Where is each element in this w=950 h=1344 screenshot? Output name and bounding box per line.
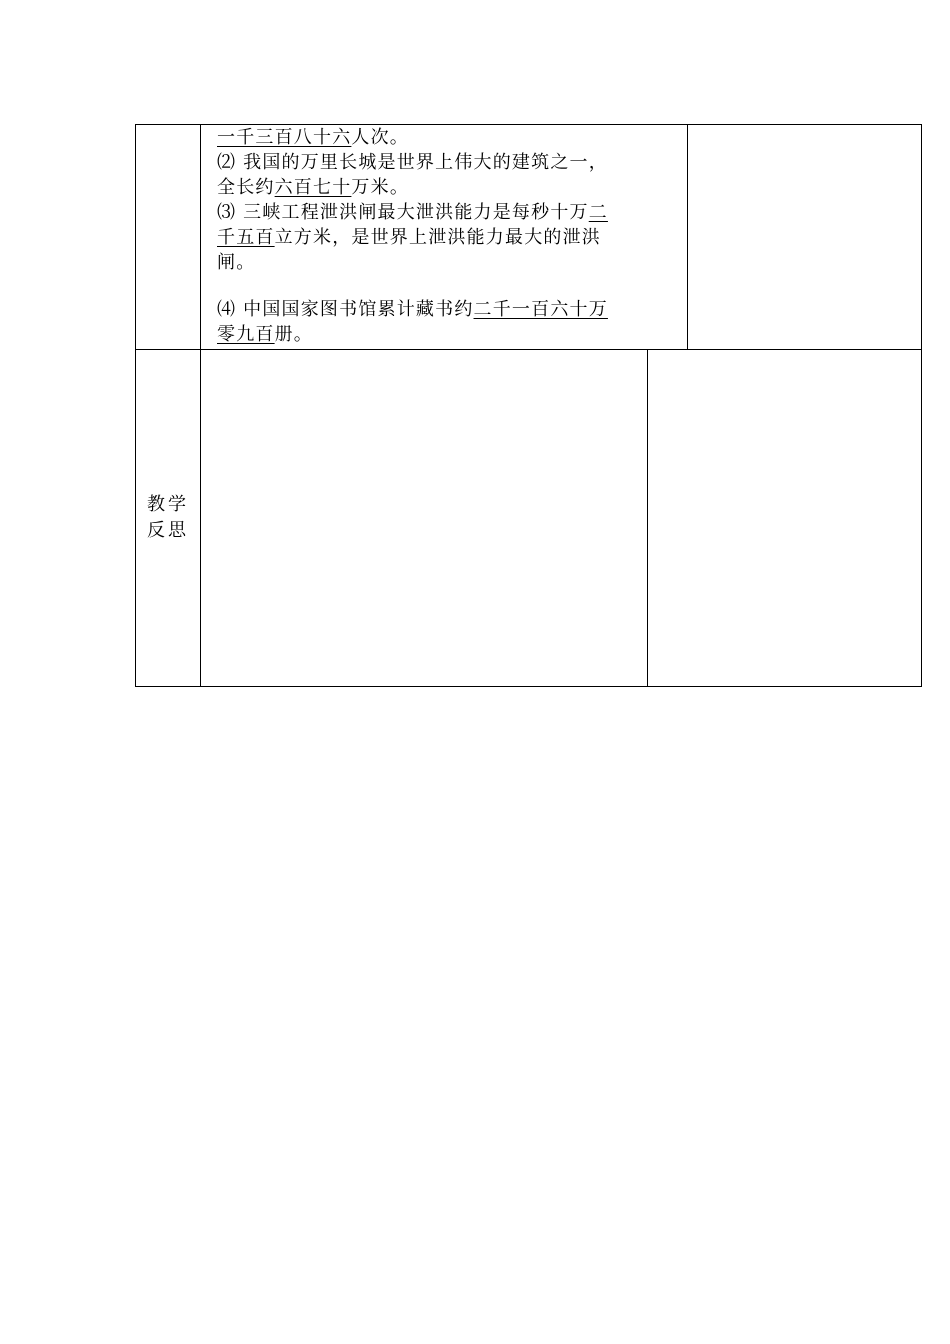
item4-answer-part2: 零九百 <box>217 324 275 345</box>
item4-answer-part1: 二千一百六十万 <box>473 299 608 320</box>
teaching-reflection-label <box>138 492 198 544</box>
item3-answer-part2: 千五百 <box>217 227 275 248</box>
item1-continuation: 一千三百八十六人次。 <box>217 127 410 148</box>
table-upper-content-divider <box>687 124 688 350</box>
item1-answer: 一千三百八十六 <box>217 127 352 148</box>
item4-line2: 零九百册。 <box>217 324 314 345</box>
item3-line1: ⑶ 三峡工程泄洪闸最大泄洪能力是每秒十万二 <box>217 202 608 223</box>
reflection-content-cell[interactable] <box>201 350 647 686</box>
item3-answer-part1: 二 <box>588 202 608 223</box>
table-left-border <box>135 124 136 687</box>
item4-line1: ⑷ 中国国家图书馆累计藏书约二千一百六十万 <box>217 299 608 320</box>
item2-line2: 全长约六百七十万米。 <box>217 177 410 198</box>
item2-answer: 六百七十 <box>274 177 352 198</box>
label-line2: 反思 <box>147 520 189 541</box>
label-line1: 教学 <box>147 494 189 515</box>
item3-line2: 千五百立方米，是世界上泄洪能力最大的泄洪 <box>217 227 602 248</box>
item3-line3: 闸。 <box>217 252 256 273</box>
examples-cell <box>217 125 683 347</box>
table-bottom-border <box>135 686 922 687</box>
reflection-notes-cell[interactable] <box>648 350 921 686</box>
item2-line1: ⑵ 我国的万里长城是世界上伟大的建筑之一， <box>217 152 608 173</box>
table-right-border <box>921 124 922 687</box>
